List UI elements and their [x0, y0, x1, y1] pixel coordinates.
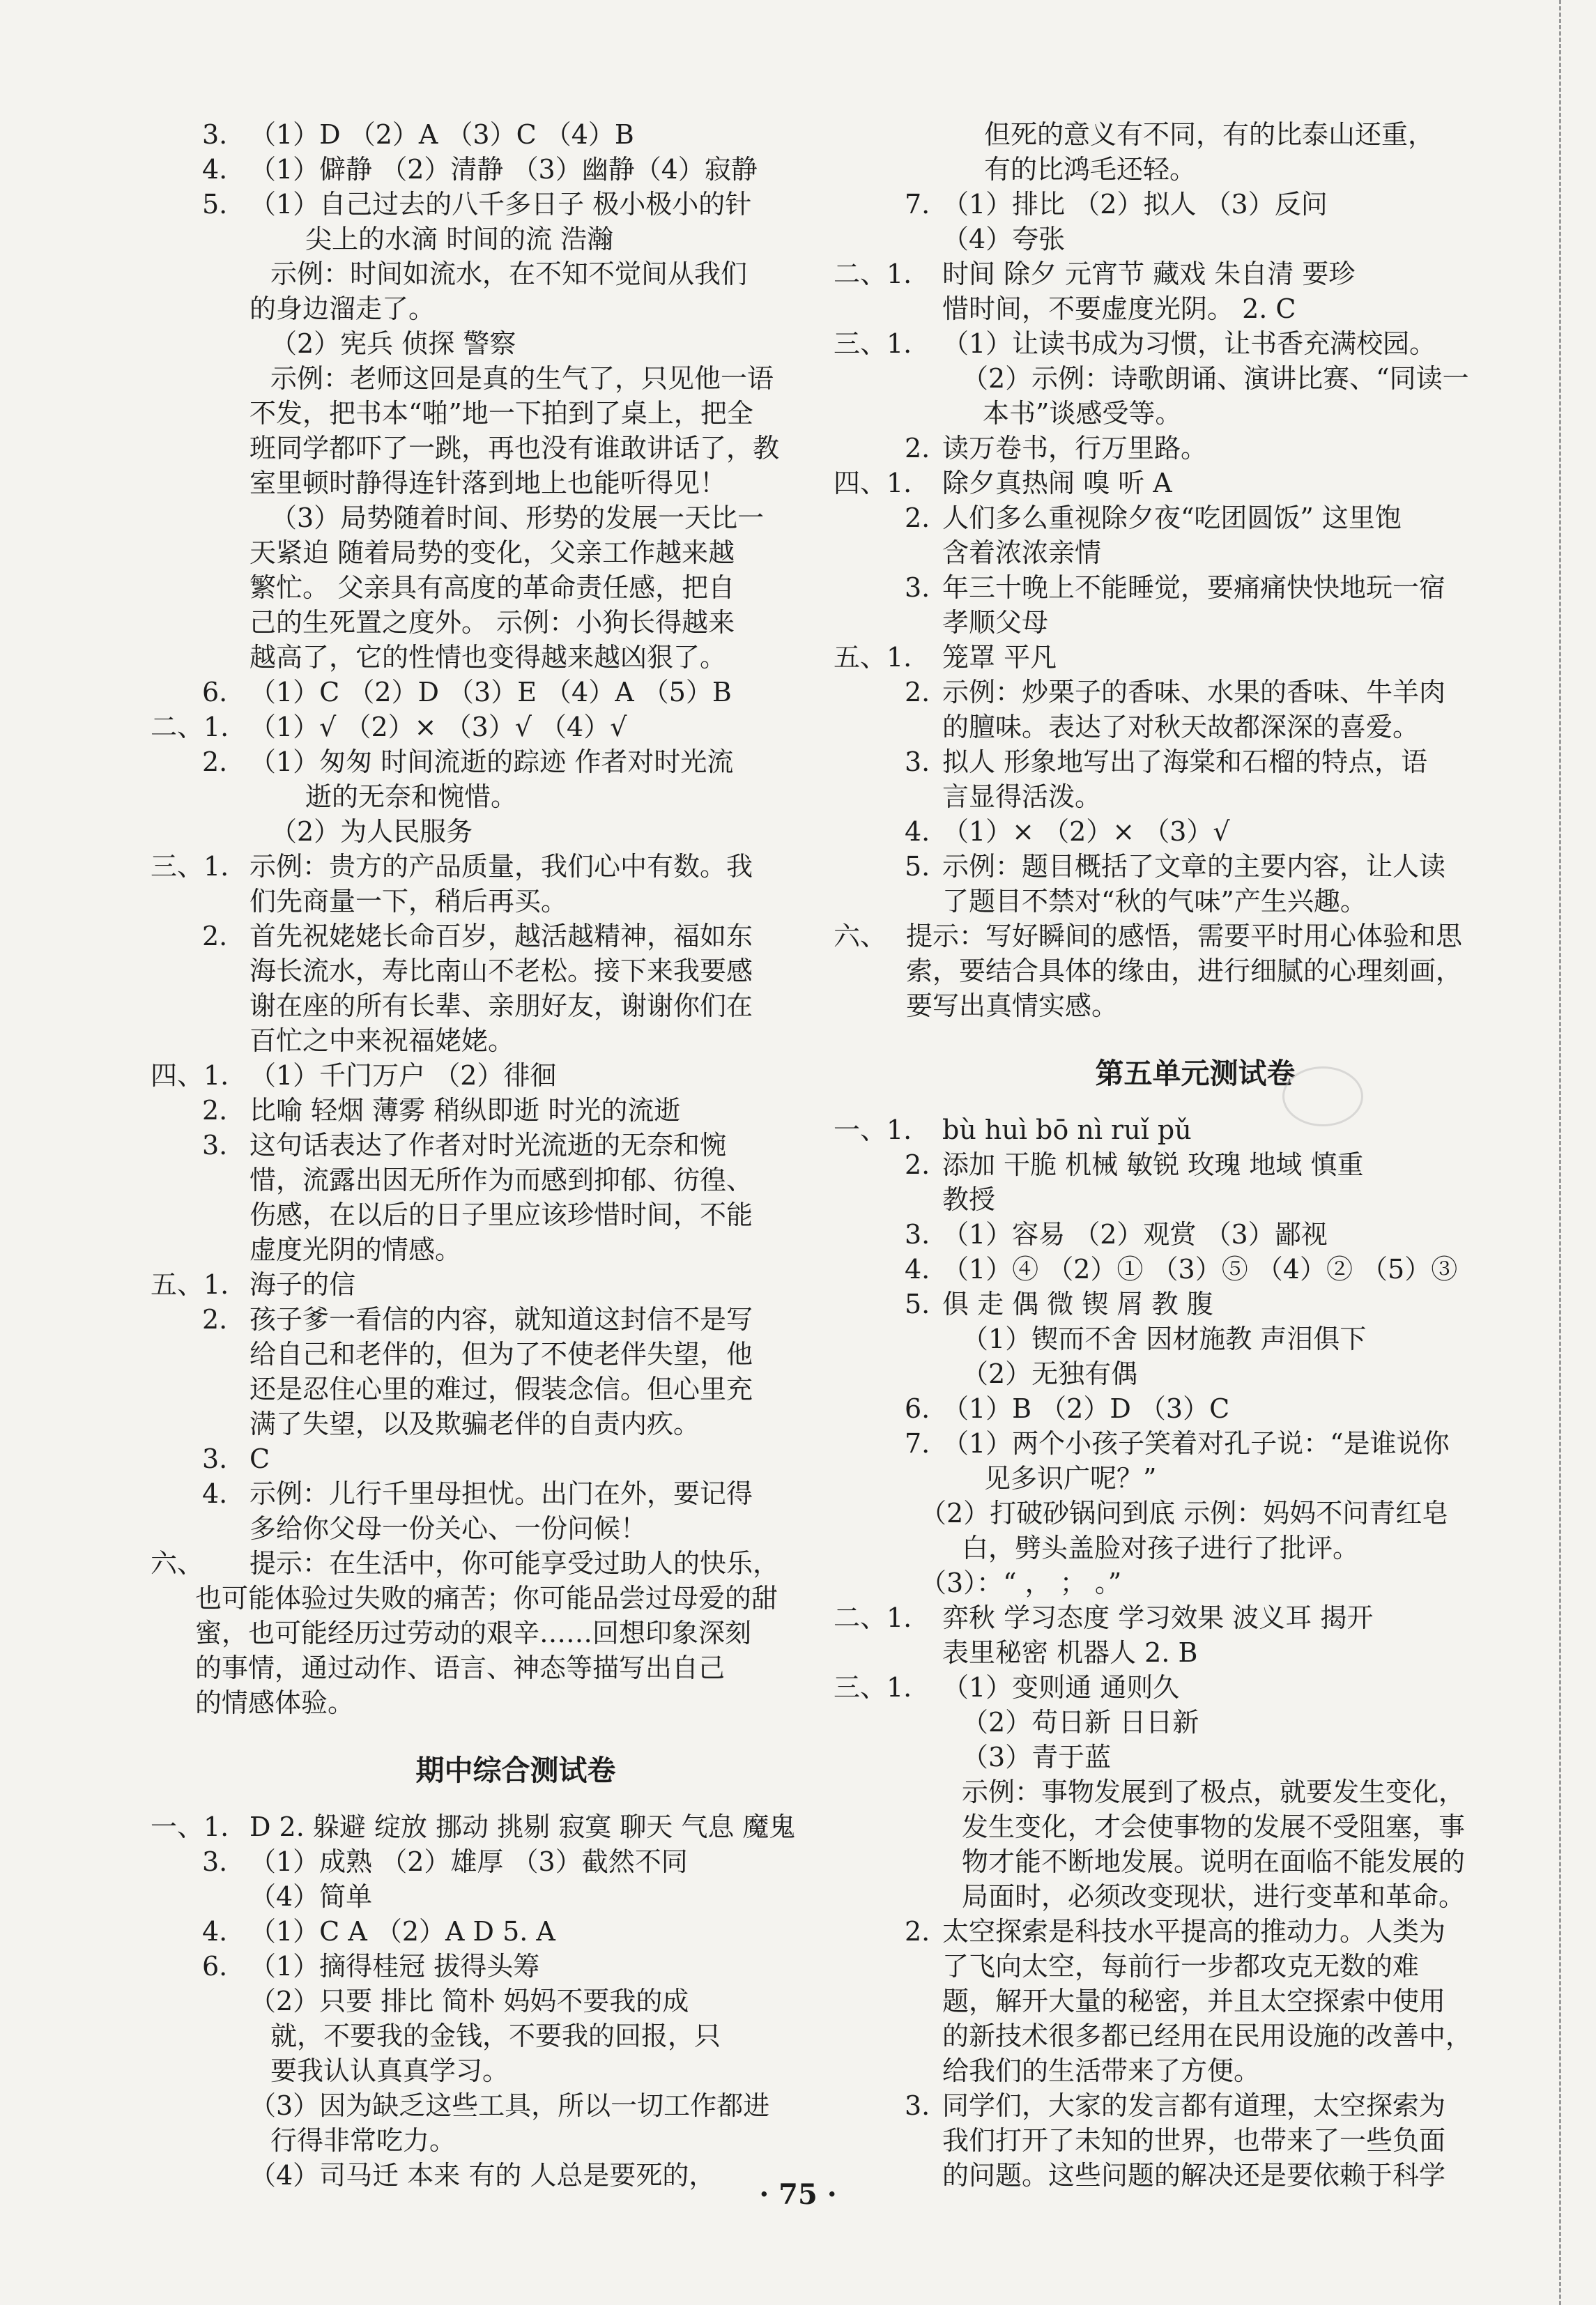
item-number: 3. [905, 572, 930, 603]
section-number: 二、1. [151, 712, 229, 742]
answer-text: 我们打开了未知的世界，也带来了一些负面 [942, 2125, 1446, 2156]
answer-text: 示例：题目概括了文章的主要内容，让人读 [942, 851, 1446, 882]
answer-text: 时间 除夕 元宵节 藏戏 朱自清 要珍 [942, 259, 1356, 289]
answer-line [850, 431, 1540, 466]
answer-text: 了题目不禁对“秋的气味”产生兴趣。 [942, 886, 1367, 917]
answer-text: （1）匆匆 时间流逝的踪迹 作者对时光流 [250, 746, 734, 777]
answer-line [195, 605, 836, 640]
answer-text: （2）无独有偶 [962, 1358, 1138, 1389]
answer-text: （1）成熟 （2）雄厚 （3）截然不同 [250, 1846, 688, 1877]
answer-line [850, 570, 1540, 605]
answer-line [195, 1128, 836, 1163]
answer-text: 班同学都吓了一跳，再也没有谁敢讲话了，教 [250, 433, 780, 464]
answer-text: 天紧迫 随着局势的变化，父亲工作越来越 [250, 537, 735, 568]
answer-text: 见多识广呢？” [984, 1463, 1157, 1494]
section-number: 三、1. [151, 851, 229, 882]
answer-text: （1）让读书成为习惯，让书香充满校园。 [942, 328, 1436, 359]
answer-text: （1）√ （2）× （3）√ （4）√ [250, 712, 627, 742]
answer-text: 海子的信 [250, 1269, 356, 1300]
answer-line [195, 396, 836, 431]
item-number: 2. [905, 1916, 930, 1947]
answer-text: （1）× （2）× （3）√ [942, 816, 1230, 847]
item-number: 3. [202, 1130, 228, 1161]
answer-line [834, 326, 1540, 361]
answer-line [850, 222, 1540, 256]
answer-text: 添加 干脆 机械 敏锐 玫瑰 地域 慎重 [942, 1149, 1364, 1180]
answer-line [195, 1093, 836, 1128]
answer-text: （2）宪兵 侦探 警察 [270, 328, 516, 359]
answer-line [195, 2088, 836, 2123]
answer-line [195, 744, 836, 779]
answer-line [195, 1337, 836, 1372]
answer-text: （1）自己过去的八千多日子 极小极小的针 [250, 189, 752, 220]
answer-text: C [250, 1444, 270, 1474]
answer-text: 要写出真情实感。 [906, 990, 1119, 1021]
answer-text: D 2. 躲避 绽放 挪动 挑剔 寂寞 聊天 气息 魔鬼 [250, 1812, 796, 1842]
answer-line [195, 1844, 836, 1879]
answer-text: 局面时，必须改变现状，进行变革和革命。 [962, 1881, 1466, 1912]
answer-line [151, 1267, 836, 1302]
answer-text: 了飞向太空，每前行一步都攻克无数的难 [942, 1951, 1420, 1982]
answer-line [850, 1217, 1540, 1252]
answer-line [850, 710, 1540, 744]
answer-line [850, 1949, 1540, 1984]
answer-line [850, 988, 1540, 1023]
answer-text: （2）只要 排比 简朴 妈妈不要我的成 [250, 1986, 689, 2016]
answer-line [195, 1441, 836, 1476]
answer-text: 但死的意义有不同，有的比泰山还重， [984, 119, 1435, 150]
answer-text: （3）：“ ， ； 。” [920, 1568, 1122, 1598]
answer-line [151, 710, 836, 744]
answer-line [195, 1511, 836, 1546]
answer-line [850, 1147, 1540, 1182]
answer-line [850, 1775, 1540, 1809]
answer-text: （4）司马迁 本来 有的 人总是要死的， [250, 2160, 716, 2191]
answer-line [195, 222, 836, 256]
answer-text: 俱 走 偶 微 锲 屑 教 腹 [942, 1289, 1213, 1319]
answer-text: 行得非常吃力。 [270, 2125, 456, 2156]
answer-line [195, 500, 836, 535]
answer-line [195, 1984, 836, 2019]
answer-line [850, 2088, 1540, 2123]
answer-line [834, 919, 1540, 954]
answer-text: （1）C （2）D （3）E （4）A （5）B [250, 677, 732, 707]
answer-line [195, 884, 836, 919]
answer-text: 惜，流露出因无所作为而感到抑郁、彷徨、 [250, 1165, 753, 1195]
answer-line [850, 396, 1540, 431]
answer-text: （1）两个小孩子笑着对孔子说：“是谁说你 [942, 1428, 1450, 1459]
item-number: 4. [905, 1254, 930, 1285]
answer-line [850, 2123, 1540, 2158]
answer-text: 繁忙。 父亲具有高度的革命责任感，把自 [250, 572, 735, 603]
answer-text: 弈秋 学习态度 学习效果 波义耳 揭开 [942, 1602, 1374, 1633]
section-number: 一、1. [151, 1812, 229, 1842]
answer-line [834, 256, 1540, 291]
item-number: 2. [202, 1304, 228, 1335]
answer-line [195, 535, 836, 570]
answer-line [195, 1685, 836, 1720]
answer-line [850, 187, 1540, 222]
answer-text: 提示：在生活中，你可能享受过助人的快乐， [250, 1548, 780, 1579]
answer-text: 也可能体验过失败的痛苦；你可能品尝过母爱的甜 [195, 1583, 778, 1614]
answer-line [834, 1600, 1540, 1635]
answer-line [850, 675, 1540, 710]
item-number: 2. [905, 503, 930, 533]
answer-text: （1）C A （2）A D 5. A [250, 1916, 555, 1947]
answer-line [195, 1616, 836, 1651]
answer-text: 的新技术很多都已经用在民用设施的改善中， [942, 2021, 1473, 2051]
answer-line [195, 1163, 836, 1197]
answer-text: 尖上的水滴 时间的流 浩瀚 [305, 224, 614, 254]
answer-text: 孩子爹一看信的内容，就知道这封信不是写 [250, 1304, 753, 1335]
answer-text: 示例：事物发展到了极点，就要发生变化， [962, 1777, 1466, 1807]
answer-line [850, 1391, 1540, 1426]
answer-text: 的问题。这些问题的解决还是要依赖于科学 [942, 2160, 1446, 2191]
answer-line [834, 466, 1540, 500]
answer-line [195, 919, 836, 954]
answer-line [850, 152, 1540, 187]
answer-text: 们先商量一下，稍后再买。 [250, 886, 568, 917]
answer-line [195, 2053, 836, 2088]
answer-line [850, 1565, 1540, 1600]
answer-text: 题，解开大量的秘密，并且太空探索中使用 [942, 1986, 1446, 2016]
answer-text: 示例：炒栗子的香味、水果的香味、牛羊肉 [942, 677, 1446, 707]
answer-text: 人们多么重视除夕夜“吃团圆饭” 这里饱 [942, 503, 1402, 533]
answer-text: （2）示例：诗歌朗诵、演讲比赛、“同读一 [962, 363, 1469, 394]
section-number: 六、 [834, 921, 887, 951]
answer-text: （1）僻静 （2）清静 （3）幽静（4）寂静 [250, 154, 758, 185]
answer-text: 本书”谈感受等。 [983, 398, 1182, 429]
answer-text: 越高了，它的性情也变得越来越凶狠了。 [250, 642, 727, 673]
answer-line [195, 1302, 836, 1337]
answer-line [850, 1461, 1540, 1496]
answer-text: 给自己和老伴的，但为了不使老伴失望，他 [250, 1339, 753, 1370]
item-number: 3. [905, 746, 930, 777]
item-number: 4. [905, 816, 930, 847]
answer-text: 白，劈头盖脸对孩子进行了批评。 [962, 1533, 1360, 1563]
answer-line [151, 1058, 836, 1093]
answer-line [151, 1809, 836, 1844]
answer-text: 不发，把书本“啪”地一下拍到了桌上，把全 [250, 398, 753, 429]
answer-line [195, 2019, 836, 2053]
section-number: 四、1. [151, 1060, 229, 1091]
section-number: 一、1. [834, 1115, 912, 1145]
answer-line [850, 1809, 1540, 1844]
answer-line [850, 1740, 1540, 1775]
answer-line [850, 361, 1540, 396]
answer-text: （3）青于蓝 [962, 1742, 1112, 1772]
answer-text: bù huì bō nì ruǐ pǔ [942, 1115, 1192, 1145]
answer-line [195, 779, 836, 814]
answer-line [195, 1197, 836, 1232]
answer-text: 惜时间，不要虚度光阴。 2. C [942, 293, 1296, 324]
answer-text: 百忙之中来祝福姥姥。 [250, 1025, 515, 1056]
section-number: 二、1. [834, 1602, 912, 1633]
answer-line [850, 117, 1540, 152]
answer-text: （1）B （2）D （3）C [942, 1393, 1230, 1424]
item-number: 4. [202, 1478, 228, 1509]
item-number: 4. [202, 154, 228, 185]
section-number: 五、1. [151, 1269, 229, 1300]
section-heading: 期中综合测试卷 [415, 1754, 616, 1787]
item-number: 3. [202, 1444, 228, 1474]
answer-text: 提示：写好瞬间的感悟，需要平时用心体验和思 [906, 921, 1463, 951]
item-number: 6. [202, 677, 228, 707]
item-number: 2. [202, 746, 228, 777]
answer-text: 索，要结合具体的缘由，进行细腻的心理刻画， [906, 956, 1463, 986]
answer-text: 满了失望，以及欺骗老伴的自责内疚。 [250, 1409, 700, 1439]
item-number: 6. [202, 1951, 228, 1982]
answer-text: （1）D （2）A （3）C （4）B [250, 119, 634, 150]
answer-line [850, 535, 1540, 570]
answer-text: 逝的无奈和惋惜。 [305, 781, 518, 812]
answer-text: 己的生死置之度外。 示例：小狗长得越来 [250, 607, 735, 638]
answer-text: 笼罩 平凡 [942, 642, 1057, 673]
answer-line [850, 1322, 1540, 1356]
answer-line [195, 1581, 836, 1616]
answer-text: （1）变则通 通则久 [942, 1672, 1180, 1703]
answer-text: （3）局势随着时间、形势的发展一天比一 [270, 503, 765, 533]
answer-text: 示例：贵方的产品质量，我们心中有数。我 [250, 851, 753, 882]
answer-text: 这句话表达了作者对时光流逝的无奈和惋 [250, 1130, 727, 1161]
item-number: 6. [905, 1393, 930, 1424]
answer-line [195, 1651, 836, 1685]
answer-line [195, 326, 836, 361]
answer-line [850, 2053, 1540, 2088]
answer-line [850, 849, 1540, 884]
answer-text: （1）锲而不舍 因材施教 声泪俱下 [962, 1324, 1367, 1354]
item-number: 5. [202, 189, 228, 220]
answer-line [151, 1546, 836, 1581]
answer-line [850, 2019, 1540, 2053]
answer-text: 表里秘密 机器人 2. B [942, 1637, 1198, 1668]
answer-text: 含着浓浓亲情 [942, 537, 1102, 568]
answer-line [850, 1252, 1540, 1287]
answer-line [195, 1232, 836, 1267]
answer-line [850, 1635, 1540, 1670]
answer-text: 有的比鸿毛还轻。 [984, 154, 1197, 185]
answer-line [850, 1426, 1540, 1461]
answer-text: 物才能不断地发展。说明在面临不能发展的 [962, 1846, 1466, 1877]
item-number: 2. [905, 1149, 930, 1180]
answer-text: （1）千门万户 （2）徘徊 [250, 1060, 557, 1091]
item-number: 5. [905, 851, 930, 882]
item-number: 2. [202, 1095, 228, 1126]
answer-line [850, 1356, 1540, 1391]
answer-text: 的膻味。表达了对秋天故都深深的喜爱。 [942, 712, 1420, 742]
answer-line [195, 1023, 836, 1058]
answer-text: 还是忍住心里的难过，假装念信。但心里充 [250, 1374, 753, 1404]
item-number: 5. [905, 1289, 930, 1319]
answer-text: 年三十晚上不能睡觉，要痛痛快快地玩一宿 [942, 572, 1446, 603]
answer-line [195, 152, 836, 187]
answer-text: 教授 [942, 1184, 996, 1215]
answer-line [850, 779, 1540, 814]
answer-text: 言显得活泼。 [942, 781, 1102, 812]
answer-line [850, 1844, 1540, 1879]
answer-line [195, 1476, 836, 1511]
item-number: 7. [905, 1428, 930, 1459]
section-number: 五、1. [834, 642, 912, 673]
answer-text: 发生变化，才会使事物的发展不受阻塞，事 [962, 1812, 1466, 1842]
answer-line [850, 291, 1540, 326]
item-number: 2. [905, 433, 930, 464]
page-number: · 75 · [759, 2178, 837, 2211]
answer-text: （2）打破砂锅问到底 示例：妈妈不问青红皂 [920, 1498, 1449, 1529]
answer-text: 蜜，也可能经历过劳动的艰辛……回想印象深刻 [195, 1618, 752, 1648]
answer-text: 比喻 轻烟 薄雾 稍纵即逝 时光的流逝 [250, 1095, 681, 1126]
answer-line [834, 1670, 1540, 1705]
answer-text: 谢在座的所有长辈、亲朋好友，谢谢你们在 [250, 990, 753, 1021]
answer-text: 同学们，大家的发言都有道理，太空探索为 [942, 2090, 1446, 2121]
answer-text: 除夕真热闹 嗅 听 A [942, 468, 1172, 498]
answer-text: （3）因为缺乏这些工具，所以一切工作都进 [250, 2090, 770, 2121]
item-number: 3. [202, 1846, 228, 1877]
section-number: 二、1. [834, 259, 912, 289]
answer-text: 的事情，通过动作、语言、神态等描写出自己 [195, 1653, 726, 1683]
answer-line [850, 954, 1540, 988]
answer-text: 伤感，在以后的日子里应该珍惜时间，不能 [250, 1200, 753, 1230]
answer-line [195, 954, 836, 988]
answer-line [195, 2123, 836, 2158]
watermark-stamp [1282, 1066, 1363, 1126]
answer-line [850, 1287, 1540, 1322]
answer-text: 海长流水，寿比南山不老松。接下来我要感 [250, 956, 753, 986]
answer-text: 多给你父母一份关心、一份问候！ [250, 1513, 647, 1544]
section-number: 三、1. [834, 328, 912, 359]
item-number: 3. [905, 2090, 930, 2121]
answer-text: （1）容易 （2）观赏 （3）鄙视 [942, 1219, 1328, 1250]
answer-text: 首先祝姥姥长命百岁，越活越精神，福如东 [250, 921, 753, 951]
section-number: 三、1. [834, 1672, 912, 1703]
answer-line [195, 187, 836, 222]
answer-line [195, 570, 836, 605]
answer-line [195, 256, 836, 291]
answer-text: 要我认认真真学习。 [270, 2055, 509, 2086]
answer-text: 太空探索是科技水平提高的推动力。人类为 [942, 1916, 1446, 1947]
answer-text: （2）苟日新 日日新 [962, 1707, 1199, 1738]
item-number: 3. [905, 1219, 930, 1250]
answer-text: （1）摘得桂冠 拔得头筹 [250, 1951, 540, 1982]
section-number: 六、 [151, 1548, 204, 1579]
right-column [834, 117, 1540, 2193]
answer-text: 的身边溜走了。 [250, 293, 436, 324]
item-number: 3. [202, 119, 228, 150]
answer-line [195, 1407, 836, 1441]
item-number: 2. [905, 677, 930, 707]
answer-line [834, 640, 1540, 675]
answer-line [195, 361, 836, 396]
answer-text: （2）为人民服务 [270, 816, 473, 847]
answer-line [195, 1914, 836, 1949]
answer-line [195, 431, 836, 466]
answer-line [850, 814, 1540, 849]
answer-line [850, 1984, 1540, 2019]
answer-line [195, 814, 836, 849]
answer-line [850, 1496, 1540, 1531]
answer-line [195, 1949, 836, 1984]
answer-text: 的情感体验。 [195, 1687, 355, 1718]
answer-text: 室里顿时静得连针落到地上也能听得见！ [250, 468, 727, 498]
item-number: 2. [202, 921, 228, 951]
answer-text: 示例：时间如流水，在不知不觉间从我们 [270, 259, 748, 289]
answer-line [834, 1112, 1540, 1147]
answer-text: （4）夸张 [942, 224, 1066, 254]
answer-line [850, 1879, 1540, 1914]
answer-text: 孝顺父母 [942, 607, 1049, 638]
answer-line [195, 640, 836, 675]
answer-line [195, 1372, 836, 1407]
answer-line [151, 849, 836, 884]
answer-line [195, 117, 836, 152]
answer-text: （1）④ （2）① （3）⑤ （4）② （5）③ [942, 1254, 1458, 1285]
answer-line [195, 988, 836, 1023]
answer-line [850, 884, 1540, 919]
answer-line [850, 1914, 1540, 1949]
answer-text: 虚度光阴的情感。 [250, 1234, 462, 1265]
answer-text: （1）排比 （2）拟人 （3）反问 [942, 189, 1328, 220]
item-number: 4. [202, 1916, 228, 1947]
section-heading: 第五单元测试卷 [1095, 1057, 1296, 1090]
answer-text: 示例：儿行千里母担忧。出门在外，要记得 [250, 1478, 753, 1509]
answer-line [195, 291, 836, 326]
answer-line [850, 1705, 1540, 1740]
answer-text: 就，不要我的金钱，不要我的回报，只 [270, 2021, 721, 2051]
left-column [151, 117, 836, 2193]
item-number: 7. [905, 189, 930, 220]
section-number: 四、1. [834, 468, 912, 498]
answer-text: （4）简单 [250, 1881, 373, 1912]
answer-line [850, 1531, 1540, 1565]
answer-line [195, 1879, 836, 1914]
cut-line [1559, 0, 1561, 2305]
answer-line [850, 500, 1540, 535]
answer-line [850, 1182, 1540, 1217]
answer-line [195, 466, 836, 500]
answer-line [195, 675, 836, 710]
answer-text: 拟人 形象地写出了海棠和石榴的特点，语 [942, 746, 1428, 777]
answer-line [850, 605, 1540, 640]
answer-line [850, 744, 1540, 779]
answer-text: 示例：老师这回是真的生气了，只见他一语 [270, 363, 774, 394]
answer-text: 读万卷书，行万里路。 [942, 433, 1208, 464]
answer-text: 给我们的生活带来了方便。 [942, 2055, 1261, 2086]
